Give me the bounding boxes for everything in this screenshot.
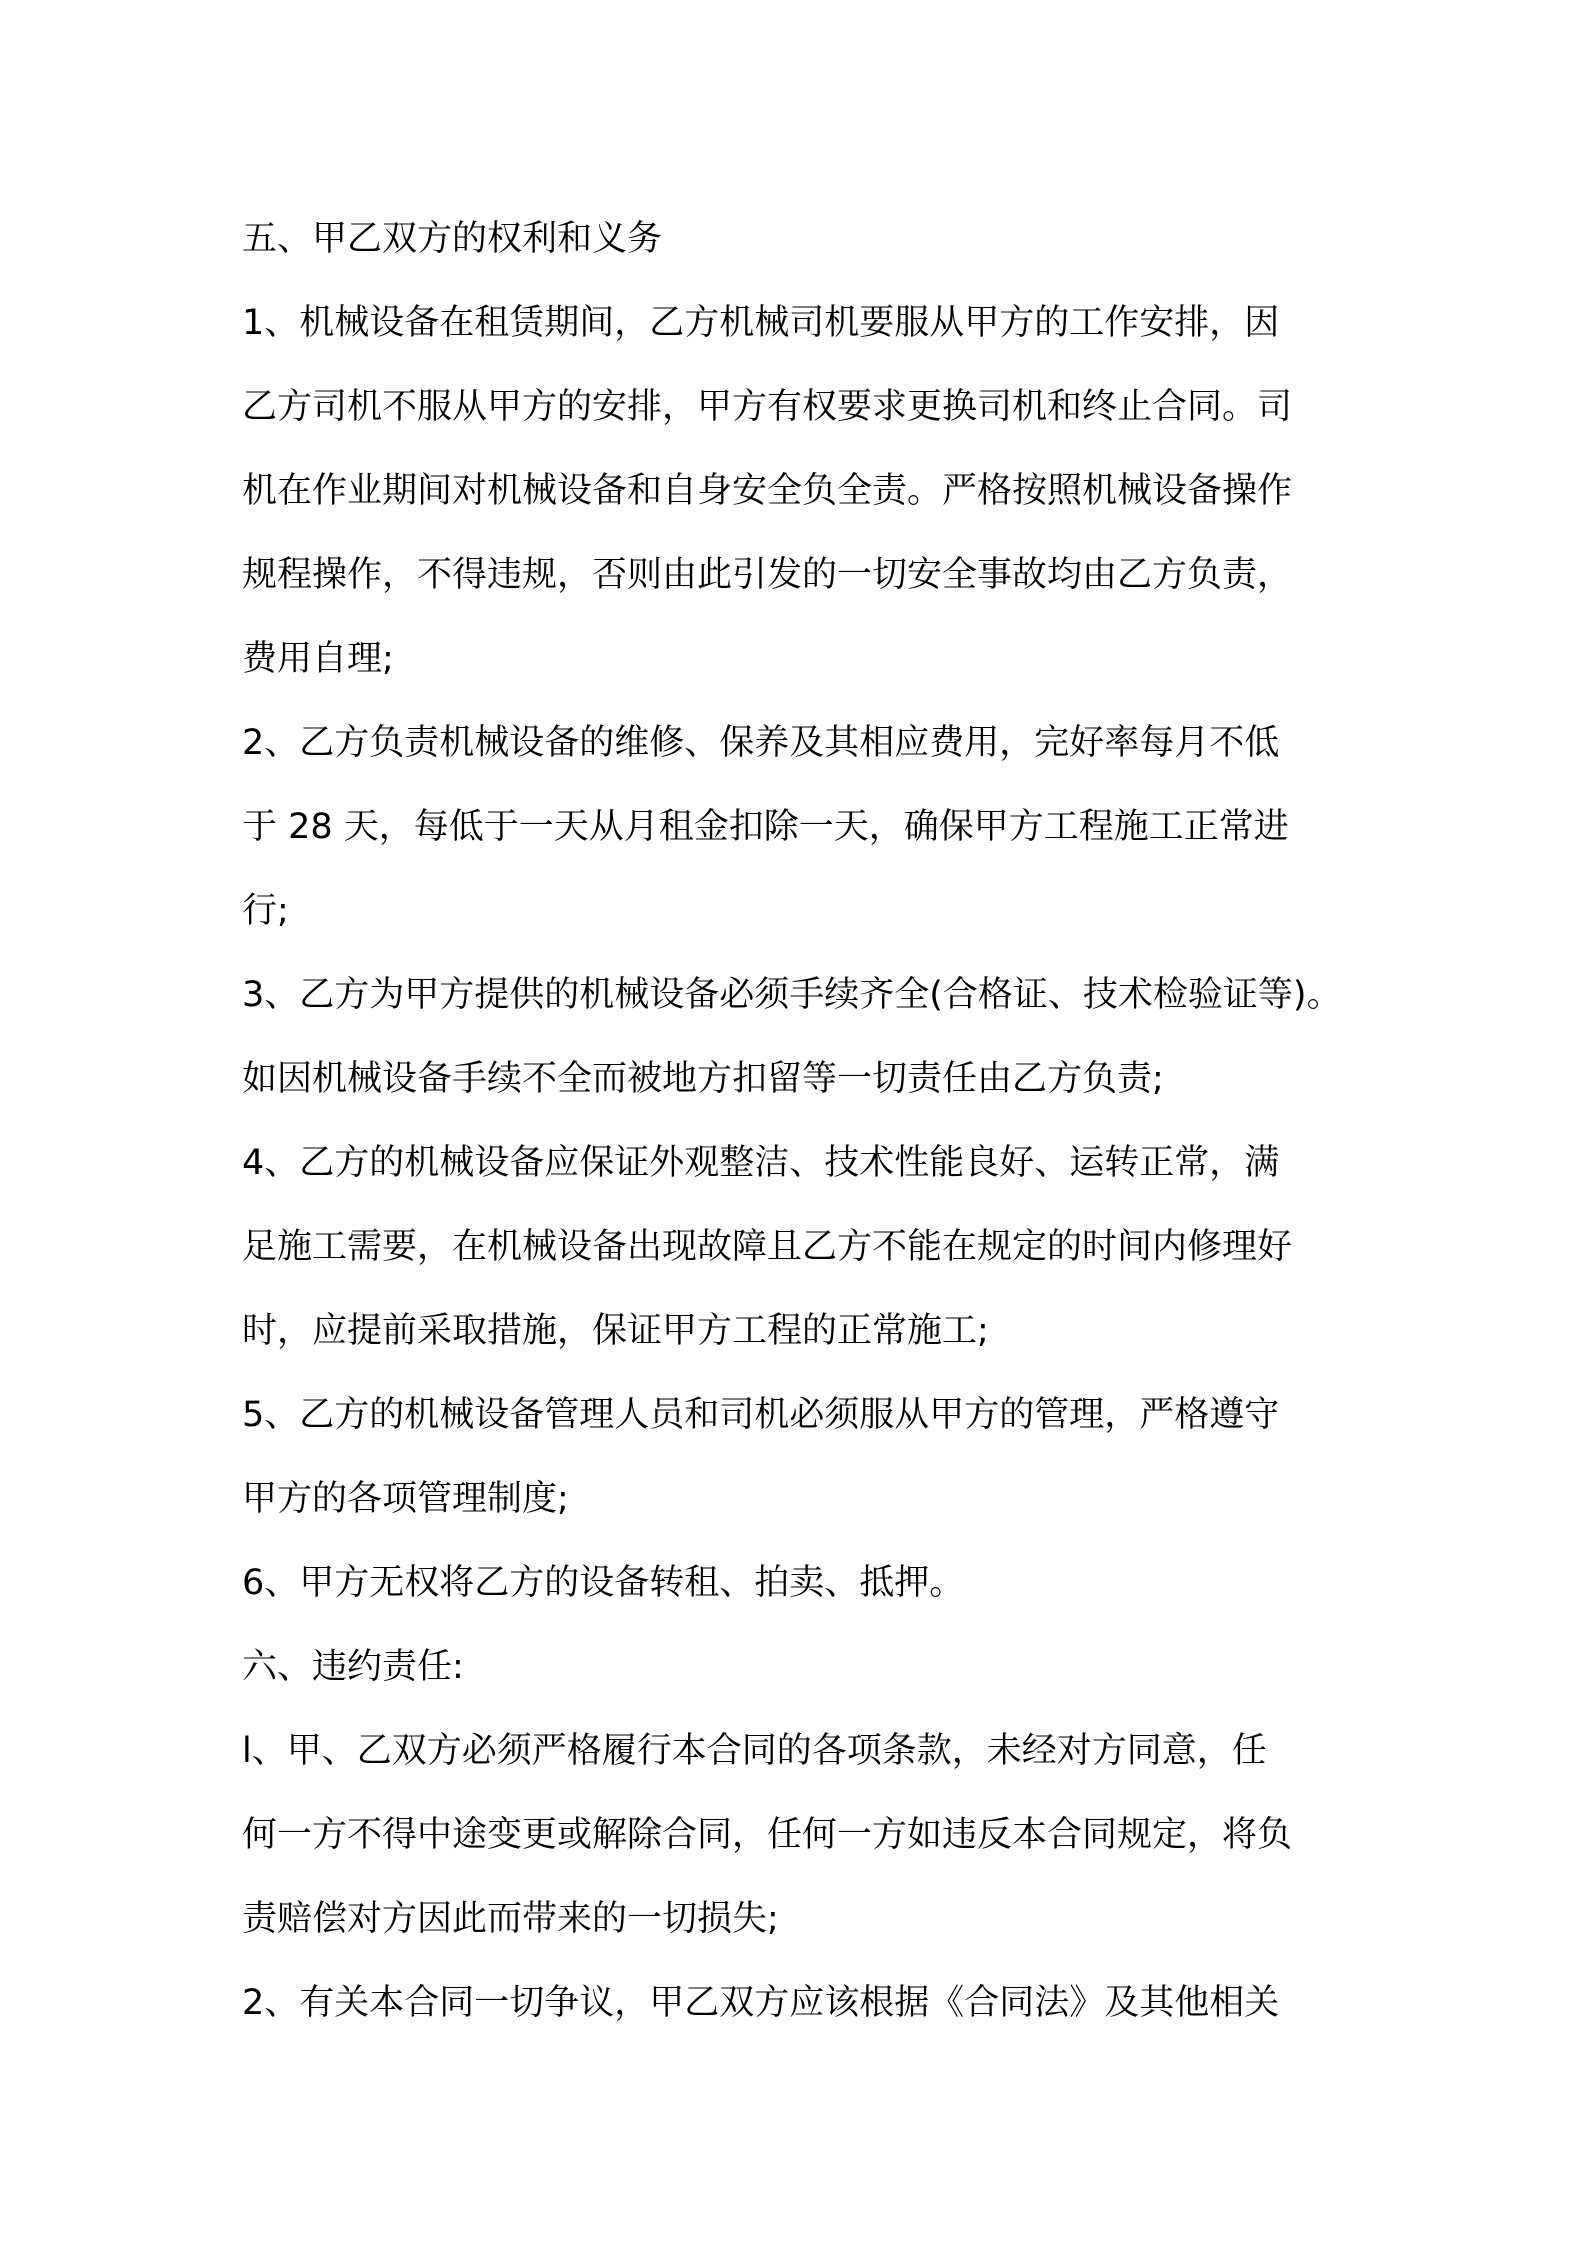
breach-clause-1-line-1: l、甲、乙双方必须严格履行本合同的各项条款，未经对方同意，任 (242, 1731, 1267, 1771)
clause-2-line-1: 2、乙方负责机械设备的维修、保养及其相应费用，完好率每月不低 (242, 723, 1280, 763)
section-heading-rights-obligations: 五、甲乙双方的权利和义务 (242, 219, 663, 259)
clause-5-line-2: 甲方的各项管理制度; (242, 1479, 569, 1519)
section-heading-breach-liability: 六、违约责任: (242, 1647, 464, 1687)
clause-4-line-1: 4、乙方的机械设备应保证外观整洁、技术性能良好、运转正常，满 (242, 1143, 1280, 1183)
clause-4-line-2: 足施工需要，在机械设备出现故障且乙方不能在规定的时间内修理好 (242, 1227, 1293, 1267)
breach-clause-1-line-2: 何一方不得中途变更或解除合同，任何一方如违反本合同规定，将负 (242, 1815, 1293, 1855)
clause-1-line-5: 费用自理; (242, 639, 394, 679)
clause-1-line-2: 乙方司机不服从甲方的安排，甲方有权要求更换司机和终止合同。司 (242, 387, 1293, 427)
breach-clause-2-line-1: 2、有关本合同一切争议，甲乙双方应该根据《合同法》及其他相关 (242, 1983, 1280, 2023)
clause-2-line-3: 行; (242, 891, 289, 931)
clause-4-line-3: 时，应提前采取措施，保证甲方工程的正常施工; (242, 1311, 989, 1351)
clause-5-line-1: 5、乙方的机械设备管理人员和司机必须服从甲方的管理，严格遵守 (242, 1395, 1280, 1435)
clause-2-line-2: 于 28 天，每低于一天从月租金扣除一天，确保甲方工程施工正常进 (242, 807, 1289, 847)
clause-1-line-1: 1、机械设备在租赁期间，乙方机械司机要服从甲方的工作安排，因 (242, 303, 1280, 343)
clause-3-line-2: 如因机械设备手续不全而被地方扣留等一切责任由乙方负责; (242, 1059, 1164, 1099)
clause-1-line-4: 规程操作，不得违规，否则由此引发的一切安全事故均由乙方负责， (242, 555, 1293, 595)
clause-6-line-1: 6、甲方无权将乙方的设备转租、拍卖、抵押。 (242, 1563, 965, 1603)
clause-1-line-3: 机在作业期间对机械设备和自身安全负全责。严格按照机械设备操作 (242, 471, 1293, 511)
document-body (242, 197, 1362, 2045)
breach-clause-1-line-3: 责赔偿对方因此而带来的一切损失; (242, 1899, 779, 1939)
clause-3-line-1: 3、乙方为甲方提供的机械设备必须手续齐全(合格证、技术检验证等)。 (242, 975, 1342, 1015)
